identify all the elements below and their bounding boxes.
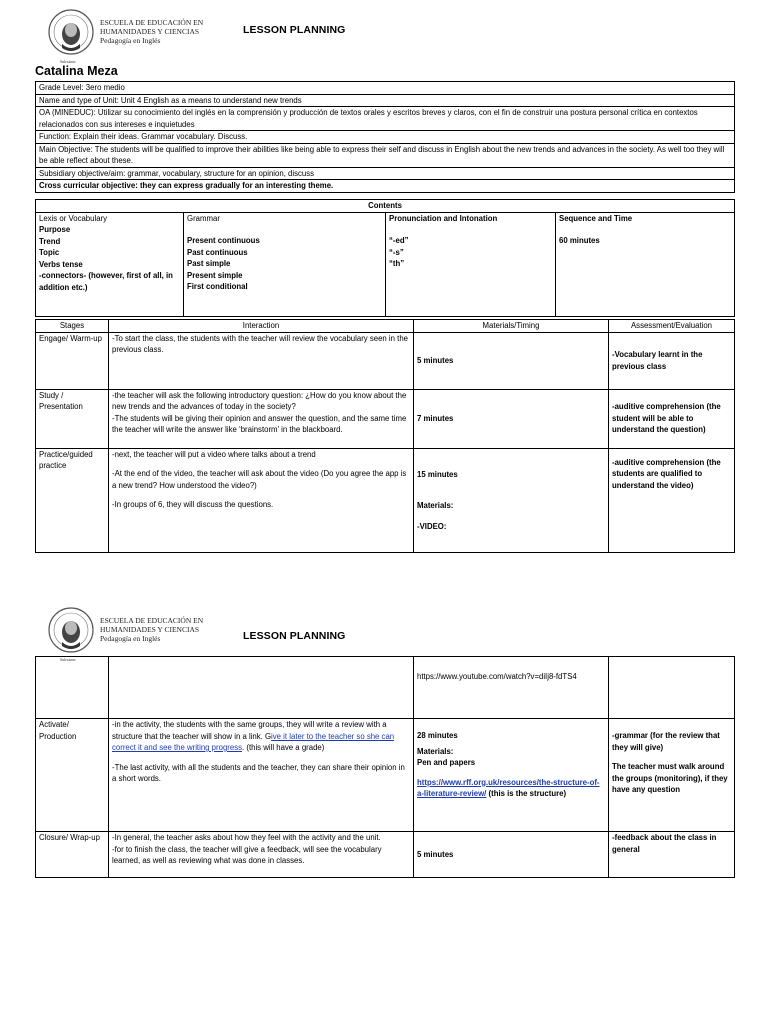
logo-caption: Salesiana (60, 657, 76, 662)
university-logo (45, 606, 97, 658)
grammar-cell (184, 212, 386, 316)
lexis-items: Purpose Trend Topic Verbs tense -connectors- (however, first of all, in addition etc.) (39, 225, 173, 292)
lexis-cell (36, 212, 184, 316)
sequence-cell (556, 212, 735, 316)
lexis-heading: Lexis or Vocabulary (39, 213, 108, 223)
grade-level: Grade Level: 3ero medio (36, 82, 735, 95)
stage-interaction: -in the activity, the students with the same groups, they will write a review with a structure that the teacher will show in a link. Give it later to the teacher so she can correct it and see the writing progress. (this will have a grade) -The last activity, with all the students and the teacher, they can share their opinion in a short words. (109, 719, 414, 832)
sequence-heading: Sequence and Time (559, 213, 633, 223)
page-title: LESSON PLANNING (243, 630, 346, 642)
pronunciation-cell (386, 212, 556, 316)
cross-curricular-objective: Cross curricular objective: they can express gradually for an interesting theme. (36, 180, 735, 193)
stage-interaction: -In general, the teacher asks about how they feel with the activity and the unit. -for to finish the class, the teacher will give a feedback, will see the vocabulary learned, as well as reviewing what was done in classes. (109, 832, 414, 878)
pronunciation-heading: Pronunciation and Intonation (389, 213, 498, 223)
stage-timing: 5 minutes (414, 332, 609, 389)
stage-interaction: -next, the teacher will put a video where talks about a trend -At the end of the video, the teacher will ask about the video (Do you agree the app is a new trend? How understood the video?) -In groups of 6, they will discuss the questions. (109, 448, 414, 552)
contents-heading: Contents (36, 200, 735, 213)
student-name: Catalina Meza (35, 64, 118, 78)
sequence-items: 60 minutes (559, 236, 600, 245)
lesson-info-table (35, 81, 735, 193)
stage-assessment: -auditive comprehension (the students are qualified to understand the video) (609, 448, 735, 552)
stage-timing: 15 minutes Materials: -VIDEO: (414, 448, 609, 552)
stages-table-continued (35, 656, 735, 878)
col-head-materials: Materials/Timing (414, 320, 609, 333)
structure-link[interactable]: https://www.rff.org.uk/resources/the-structure-of-a-literature-review/ (417, 777, 600, 798)
function-row: Function: Explain their ideas. Grammar vocabulary. Discuss. (36, 131, 735, 144)
video-link-row (36, 657, 735, 719)
page-title: LESSON PLANNING (243, 24, 346, 36)
main-objective: Main Objective: The students will be qualified to improve their abilities like being able to express their self and discuss in English about the new trends and advances in the society. As well too they will be able reflect about these. (36, 143, 735, 167)
col-head-interaction: Interaction (109, 320, 414, 333)
correction-link[interactable]: ive it later to the teacher so she can correct it and see the writing progress (112, 731, 395, 752)
stage-assessment: -Vocabulary learnt in the previous class (609, 332, 735, 389)
page-header (0, 8, 768, 68)
university-logo (45, 8, 97, 60)
pronunciation-items: “-ed” “-s” “th” (389, 236, 409, 268)
video-cell (414, 657, 609, 719)
stage-interaction: -the teacher will ask the following introductory question: ¿How do you know about the new trends and the advances of today in the society? -The students will be giving their opinion and answer the question, and the same time the teacher will write the answer like ‘brainstorm’ in the blackboard. (109, 389, 414, 448)
col-head-stages: Stages (36, 320, 109, 333)
video-url: https://www.youtube.com/watch?v=diIj8-fdTS4 (417, 672, 577, 681)
grammar-items: Present continuous Past continuous Past simple Present simple First conditional (187, 236, 260, 291)
stage-assessment: -grammar (for the review that they will give) The teacher must walk around the groups (monitoring), if they have any question (609, 719, 735, 832)
stage-name: Engage/ Warm-up (36, 332, 109, 389)
col-head-assessment: Assessment/Evaluation (609, 320, 735, 333)
stage-name: Activate/ Production (36, 719, 109, 832)
unit-name: Name and type of Unit: Unit 4 English as a means to understand new trends (36, 94, 735, 107)
school-name: ESCUELA DE EDUCACIÓN EN HUMANIDADES Y CIENCIAS Pedagogía en Inglés (100, 18, 204, 45)
stage-row-practice (36, 448, 735, 552)
school-name: ESCUELA DE EDUCACIÓN EN HUMANIDADES Y CIENCIAS Pedagogía en Inglés (100, 616, 204, 643)
grammar-heading: Grammar (187, 213, 220, 223)
stage-row-activate (36, 719, 735, 832)
stage-name: Study / Presentation (36, 389, 109, 448)
stage-interaction: -To start the class, the students with the teacher will review the vocabulary seen in the previous class. (109, 332, 414, 389)
stage-row-closure (36, 832, 735, 878)
oa-mineduc: OA (MINEDUC): Utilizar su conocimiento del inglés en la comprensión y producción de textos orales y escritos breves y claros, con el fin de construir una postura personal crítica en contextos relacionados con sus intereses e inquietudes (36, 107, 735, 131)
logo-caption: Salesiana (60, 59, 76, 64)
stage-timing: 7 minutes (414, 389, 609, 448)
stage-name: Practice/guided practice (36, 448, 109, 552)
stage-timing: 5 minutes (414, 832, 609, 878)
contents-table (35, 199, 735, 317)
stage-row-study (36, 389, 735, 448)
stage-assessment: -auditive comprehension (the student will be able to understand the question) (609, 389, 735, 448)
stages-table (35, 319, 735, 553)
stage-row-engage (36, 332, 735, 389)
stage-assessment: -feedback about the class in general (609, 832, 735, 878)
stage-timing: 28 minutes Materials: Pen and papers https://www.rff.org.uk/resources/the-structure-of-a-literature-review/ (this is the structure) (414, 719, 609, 832)
stage-name: Closure/ Wrap-up (36, 832, 109, 878)
subsidiary-objective: Subsidiary objective/aim: grammar, vocabulary, structure for an opinion, discuss (36, 167, 735, 180)
